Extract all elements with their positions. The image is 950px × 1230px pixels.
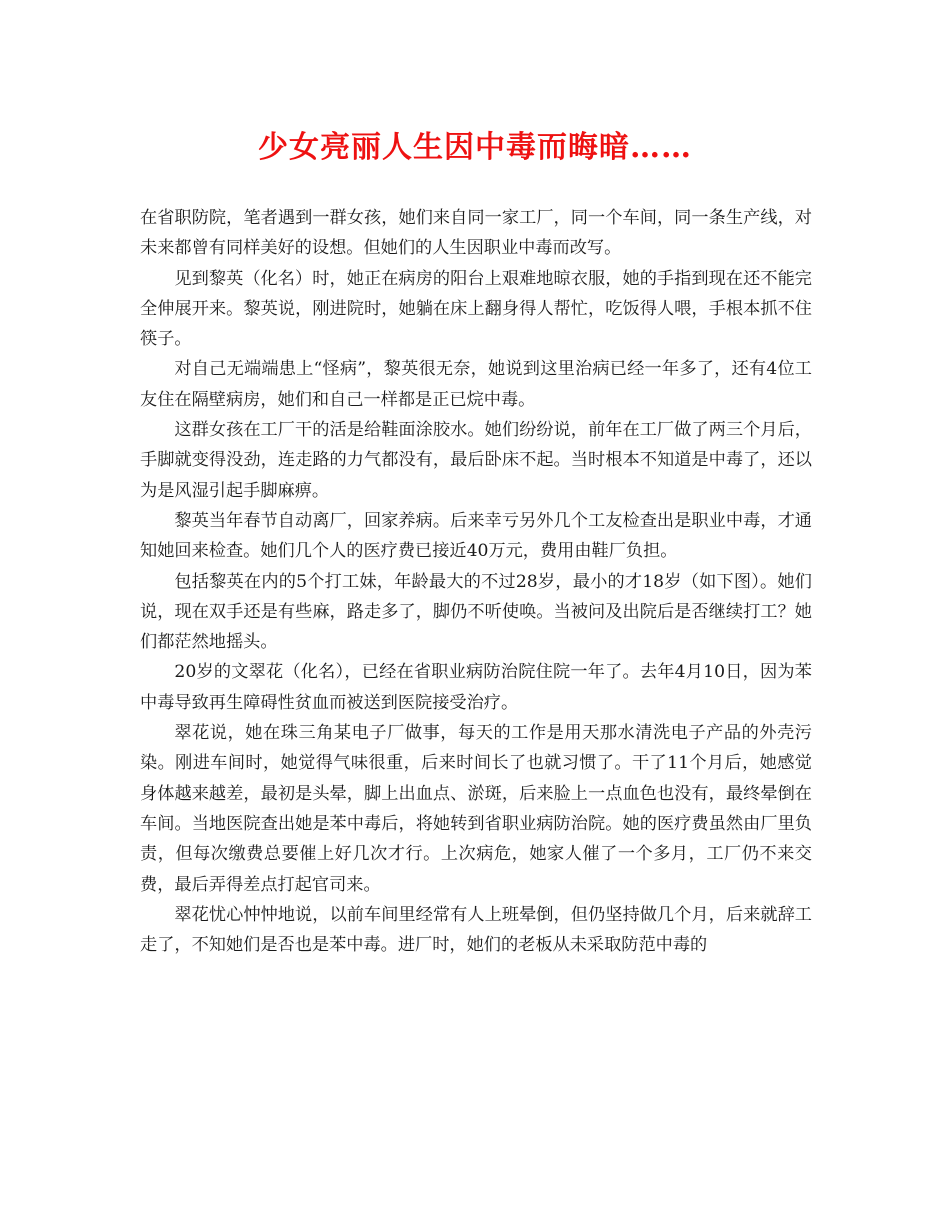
paragraph-9: 翠花忧心忡忡地说，以前车间里经常有人上班晕倒，但仍坚持做几个月，后来就辞工走了，不知她们是否也是苯中毒。进厂时，她们的老板从未采取防范中毒的 [140,904,812,956]
paragraph-7: 20岁的文翠花（化名），已经在省职业病防治院住院一年了。去年4月10日，因为苯中毒导致再生障碍性贫血而被送到医院接受治疗。 [140,662,812,713]
paragraph-2: 见到黎英（化名）时，她正在病房的阳台上艰难地晾衣服，她的手指到现在还不能完全伸展开来。黎英说，刚进院时，她躺在床上翻身得人帮忙，吃饭得人喂，手根本抓不住筷子。 [140,268,812,350]
paragraph-4: 这群女孩在工厂干的活是给鞋面涂胶水。她们纷纷说，前年在工厂做了两三个月后，手脚就变得没劲，连走路的力气都没有，最后卧床不起。当时根本不知道是中毒了，还以为是风湿引起手脚麻痹。 [140,420,812,501]
article-body [140,203,812,960]
paragraph-3: 对自己无端端患上“怪病”，黎英很无奈，她说到这里治病已经一年多了，还有4位工友住在隔壁病房，她们和自己一样都是正已烷中毒。 [140,359,812,410]
paragraph-8: 翠花说，她在珠三角某电子厂做事，每天的工作是用天那水清洗电子产品的外壳污染。刚进车间时，她觉得气味很重，后来时间长了也就习惯了。干了11个月后，她感觉身体越来越差，最初是头晕，脚上出血点、淤斑，后来脸上一点血色也没有，最终晕倒在车间。当地医院查出她是苯中毒后，将她转到省职业病防治院。她的医疗费虽然由厂里负责，但每次缴费总要催上好几次才行。上次病危，她家人催了一个多月，工厂仍不来交费，最后弄得差点打起官司来。 [140,723,812,895]
paragraph-6: 包括黎英在内的5个打工妹，年龄最大的不过28岁，最小的才18岁（如下图）。她们说，现在双手还是有些麻，路走多了，脚仍不听使唤。当被问及出院后是否继续打工？她们都茫然地摇头。 [140,571,812,653]
page-title: 少女亮丽人生因中毒而晦暗…… [258,130,692,165]
paragraph-1: 在省职防院，笔者遇到一群女孩，她们来自同一家工厂，同一个车间，同一条生产线，对未来都曾有同样美好的设想。但她们的人生因职业中毒而改写。 [140,208,812,259]
paragraph-5: 黎英当年春节自动离厂，回家养病。后来幸亏另外几个工友检查出是职业中毒，才通知她回来检查。她们几个人的医疗费已接近40万元，费用由鞋厂负担。 [140,510,812,562]
